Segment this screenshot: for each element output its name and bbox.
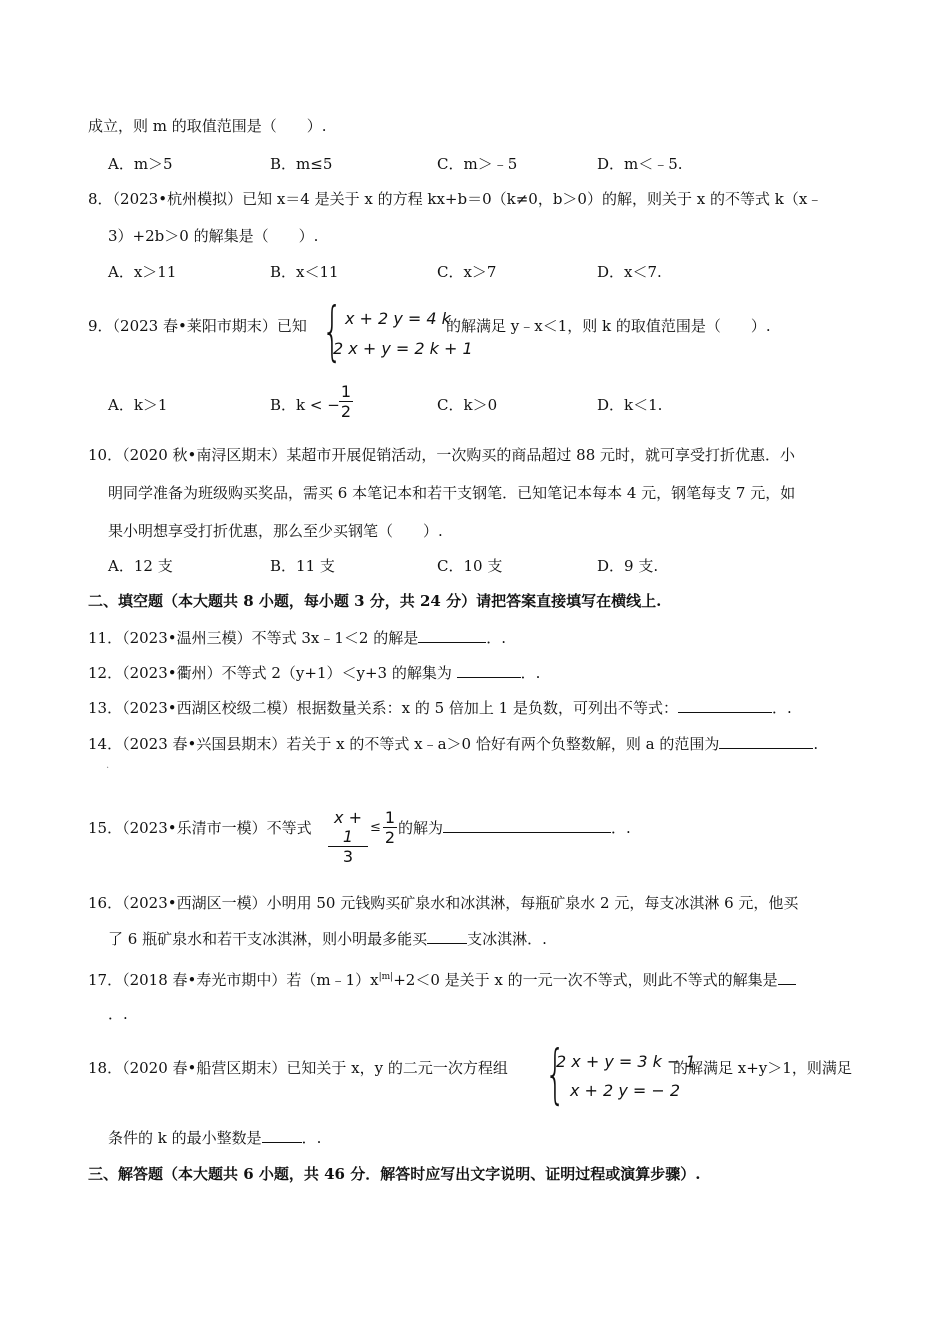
q10-option-d: D．9 支. xyxy=(597,557,659,575)
q9-suffix: 的解满足 y﹣x＜1，则 k 的取值范围是（ ）. xyxy=(446,317,771,335)
q17-exponent: |m| xyxy=(378,972,394,982)
q11-text: 11．（2023•温州三模）不等式 3x﹣1＜2 的解是 xyxy=(88,629,419,647)
q9-option-c: C．k＞0 xyxy=(437,396,498,414)
q8-option-b: B．x＜11 xyxy=(270,263,339,281)
q12-answer-blank[interactable] xyxy=(457,663,521,678)
q11-end: ．. xyxy=(486,629,507,647)
q17-text-b: +2＜0 是关于 x 的一元一次不等式，则此不等式的解集是 xyxy=(393,971,778,989)
q12-line xyxy=(88,663,540,683)
q14-mark: . xyxy=(106,760,110,771)
q13-end: ．. xyxy=(772,699,792,717)
q17-answer-blank[interactable] xyxy=(778,970,796,985)
q10-line-1: 10．（2020 秋•南浔区期末）某超市开展促销活动，一次购买的商品超过 88 元时，就可享受打折优惠．小 xyxy=(88,446,796,464)
q13-answer-blank[interactable] xyxy=(678,698,772,713)
q16-line-2 xyxy=(108,929,547,949)
q7-option-d: D．m＜﹣5. xyxy=(597,155,683,173)
q9-option-b-fraction xyxy=(339,382,353,421)
q14-line xyxy=(88,734,818,754)
q15-fraction-left xyxy=(328,808,368,866)
q15-prefix: 15．（2023•乐清市一模）不等式 xyxy=(88,819,312,837)
q8-option-c: C．x＞7 xyxy=(437,263,497,281)
q15-left-denominator: 3 xyxy=(342,847,354,866)
q18-prefix: 18．（2020 春•船营区期末）已知关于 x，y 的二元一次方程组 xyxy=(88,1059,508,1077)
q9-option-b: B．k < − xyxy=(270,396,340,414)
q9-equation-1: x + 2 y = 4 k xyxy=(345,309,451,328)
q9-option-a: A．k＞1 xyxy=(108,396,168,414)
q8-option-a: A．x＞11 xyxy=(108,263,177,281)
q15-right-numerator: 1 xyxy=(384,808,396,827)
q14-text: 14．（2023 春•兴国县期末）若关于 x 的不等式 x﹣a＞0 恰好有两个负整数解，则 a 的范围为 xyxy=(88,735,720,753)
q15-right-denominator: 2 xyxy=(384,828,396,847)
q16-line-2-text: 了 6 瓶矿泉水和若干支冰淇淋，则小明最多能买 xyxy=(108,930,428,948)
q7-option-a: A．m＞5 xyxy=(108,155,173,173)
q18-equation-2: x + 2 y = − 2 xyxy=(570,1081,681,1100)
q10-option-a: A．12 支 xyxy=(108,557,173,575)
q12-text: 12．（2023•衢州）不等式 2（y+1）＜y+3 的解集为 xyxy=(88,664,457,682)
q17-line-2: ．. xyxy=(108,1005,128,1023)
q12-end: ．. xyxy=(520,664,541,682)
q10-line-2: 明同学准备为班级购买奖品，需买 6 本笔记本和若干支钢笔．已知笔记本每本 4 元，钢笔每支 7 元，如 xyxy=(108,484,796,502)
q17-text-a: 17．（2018 春•寿光市期中）若（m﹣1）x xyxy=(88,971,379,989)
q13-text: 13．（2023•西湖区校级二模）根据数量关系：x 的 5 倍加上 1 是负数，可列出不等式： xyxy=(88,699,678,717)
q9-prefix: 9．（2023 春•莱阳市期末）已知 xyxy=(88,317,307,335)
q14-answer-blank[interactable] xyxy=(719,734,813,749)
q18-suffix: 的解满足 x+y＞1，则满足 xyxy=(673,1059,852,1077)
q17-line-1 xyxy=(88,967,796,990)
q10-option-b: B．11 支 xyxy=(270,557,335,575)
q11-line xyxy=(88,628,506,648)
q14-end: . xyxy=(813,735,819,753)
q18-equation-1: 2 x + y = 3 k − 1 xyxy=(556,1052,696,1071)
q15-suffix-line xyxy=(398,818,631,838)
q10-line-3: 果小明想享受打折优惠，那么至少买钢笔（ ）. xyxy=(108,522,443,540)
q7-option-c: C．m＞﹣5 xyxy=(437,155,518,173)
q8-line-1: 8．（2023•杭州模拟）已知 x＝4 是关于 x 的方程 kx+b＝0（k≠0，b＞0）的解，则关于 x 的不等式 k（x﹣ xyxy=(88,190,823,208)
q7-line: 成立，则 m 的取值范围是（ ）. xyxy=(88,117,327,135)
q15-relation: ≤ xyxy=(370,820,381,835)
q15-suffix: 的解为 xyxy=(398,819,444,837)
q8-line-2: 3）+2b＞0 的解集是（ ）. xyxy=(108,227,319,245)
section-3-heading: 三、解答题（本大题共 6 小题，共 46 分．解答时应写出文字说明、证明过程或演算步骤）. xyxy=(88,1165,701,1183)
q8-option-d: D．x＜7. xyxy=(597,263,662,281)
q9-system-brace: { xyxy=(322,295,343,369)
q15-answer-blank[interactable] xyxy=(443,818,611,833)
q10-option-c: C．10 支 xyxy=(437,557,503,575)
q13-line xyxy=(88,698,792,718)
q16-line-2-end: 支冰淇淋．. xyxy=(467,930,547,948)
q9-equation-2: 2 x + y = 2 k + 1 xyxy=(333,339,473,358)
q15-end: ．. xyxy=(611,819,631,837)
q18-line-2 xyxy=(108,1128,321,1148)
q16-line-1: 16．（2023•西湖区一模）小明用 50 元钱购买矿泉水和冰淇淋，每瓶矿泉水 2 元，每支冰淇淋 6 元，他买 xyxy=(88,894,799,912)
q18-line-2-text: 条件的 k 的最小整数是 xyxy=(108,1129,262,1147)
q7-option-b: B．m≤5 xyxy=(270,155,333,173)
q9-option-b-numerator: 1 xyxy=(340,382,352,401)
q11-answer-blank[interactable] xyxy=(418,628,486,643)
section-2-heading: 二、填空题（本大题共 8 小题，每小题 3 分，共 24 分）请把答案直接填写在横线上. xyxy=(88,592,662,610)
q9-option-b-denominator: 2 xyxy=(340,402,352,421)
q15-left-numerator: x + 1 xyxy=(328,808,368,847)
q18-line-2-end: ．. xyxy=(301,1129,322,1147)
q16-answer-blank[interactable] xyxy=(427,929,467,944)
q15-fraction-right xyxy=(383,808,397,847)
q18-system-brace: { xyxy=(545,1038,566,1112)
q9-option-d: D．k＜1. xyxy=(597,396,663,414)
q18-answer-blank[interactable] xyxy=(262,1128,302,1143)
